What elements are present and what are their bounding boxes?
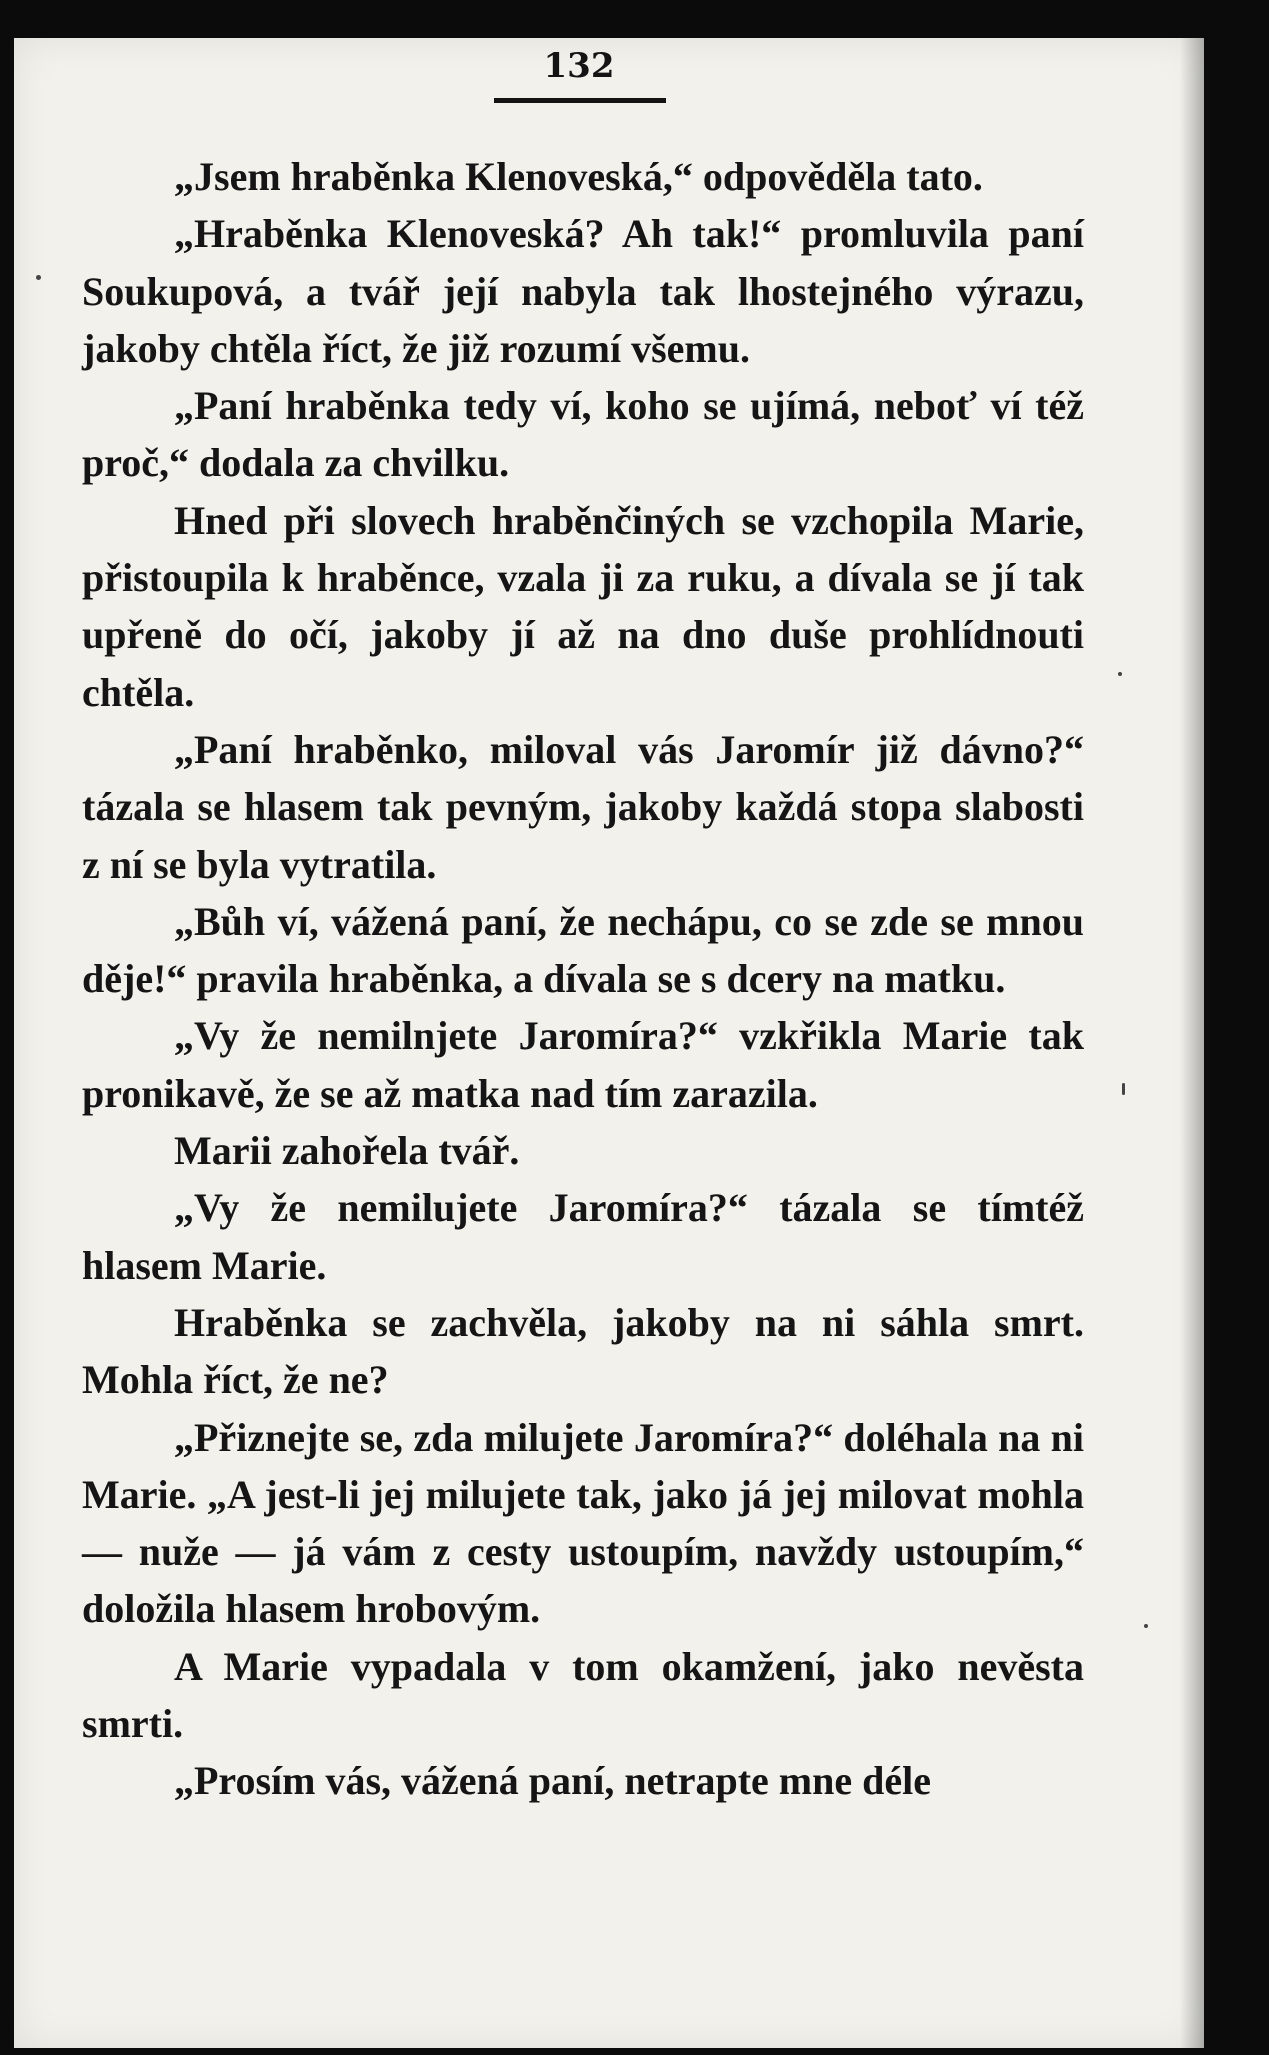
paragraph: „Bůh ví, vážená paní, že nechápu, co se zde se mnou děje!“ pravila hraběnka, a dívala se s dcery na matku.	[82, 898, 1084, 1002]
paragraph: „Paní hraběnko, miloval vás Jaromír již dávno?“ tázala se hlasem tak pevným, jakoby každá stopa slabosti z ní se byla vytratila.	[82, 726, 1084, 887]
paragraph: „Prosím vás, vážená paní, netrapte mne déle	[174, 1758, 931, 1804]
paragraph: „Přiznejte se, zda milujete Jaromíra?“ doléhala na ni Marie. „A jest-li jej milujete tak, jako já jej milovat mohla — nuže — já vám z cesty ustoupím, navždy ustoupím,“ doložila hlasem hrobovým.	[82, 1414, 1084, 1632]
print-speck	[36, 275, 41, 280]
header-rule	[494, 98, 666, 103]
print-speck	[1122, 1083, 1125, 1095]
paragraph: „Vy že nemilnjete Jaromíra?“ vzkřikla Marie tak pronikavě, že se až matka nad tím zarazila.	[82, 1013, 1084, 1116]
print-speck	[1118, 672, 1122, 676]
body-text	[82, 148, 1084, 1810]
paragraph: „Paní hraběnka tedy ví, koho se ujímá, neboť ví též proč,“ dodala za chvilku.	[82, 383, 1084, 486]
page-number: 132	[543, 46, 615, 86]
paragraph: „Vy že nemilujete Jaromíra?“ tázala se tímtéž hlasem Marie.	[82, 1185, 1084, 1288]
paragraph: Hraběnka se zachvěla, jakoby na ni sáhla smrt. Mohla říct, že ne?	[82, 1299, 1084, 1403]
paragraph: „Jsem hraběnka Klenoveská,“ odpověděla tato.	[174, 154, 983, 199]
page-edge-shadow	[1180, 38, 1204, 2048]
paragraph: Hned při slovech hraběnčiných se vzchopila Marie, přistoupila k hraběnce, vzala ji za ruku, a dívala se jí tak upřeně do očí, jakoby jí až na dno duše prohlídnouti chtěla.	[82, 497, 1084, 715]
paragraph: Marii zahořela tvář.	[174, 1128, 520, 1174]
paragraph: „Hraběnka Klenoveská? Ah tak!“ promluvila paní Soukupová, a tvář její nabyla tak lhostejného výrazu, jakoby chtěla říct, že již rozumí všemu.	[82, 211, 1084, 371]
print-speck	[1144, 1624, 1148, 1628]
paragraph: A Marie vypadala v tom okamžení, jako nevěsta smrti.	[82, 1643, 1084, 1747]
page-sheet	[14, 38, 1204, 2048]
